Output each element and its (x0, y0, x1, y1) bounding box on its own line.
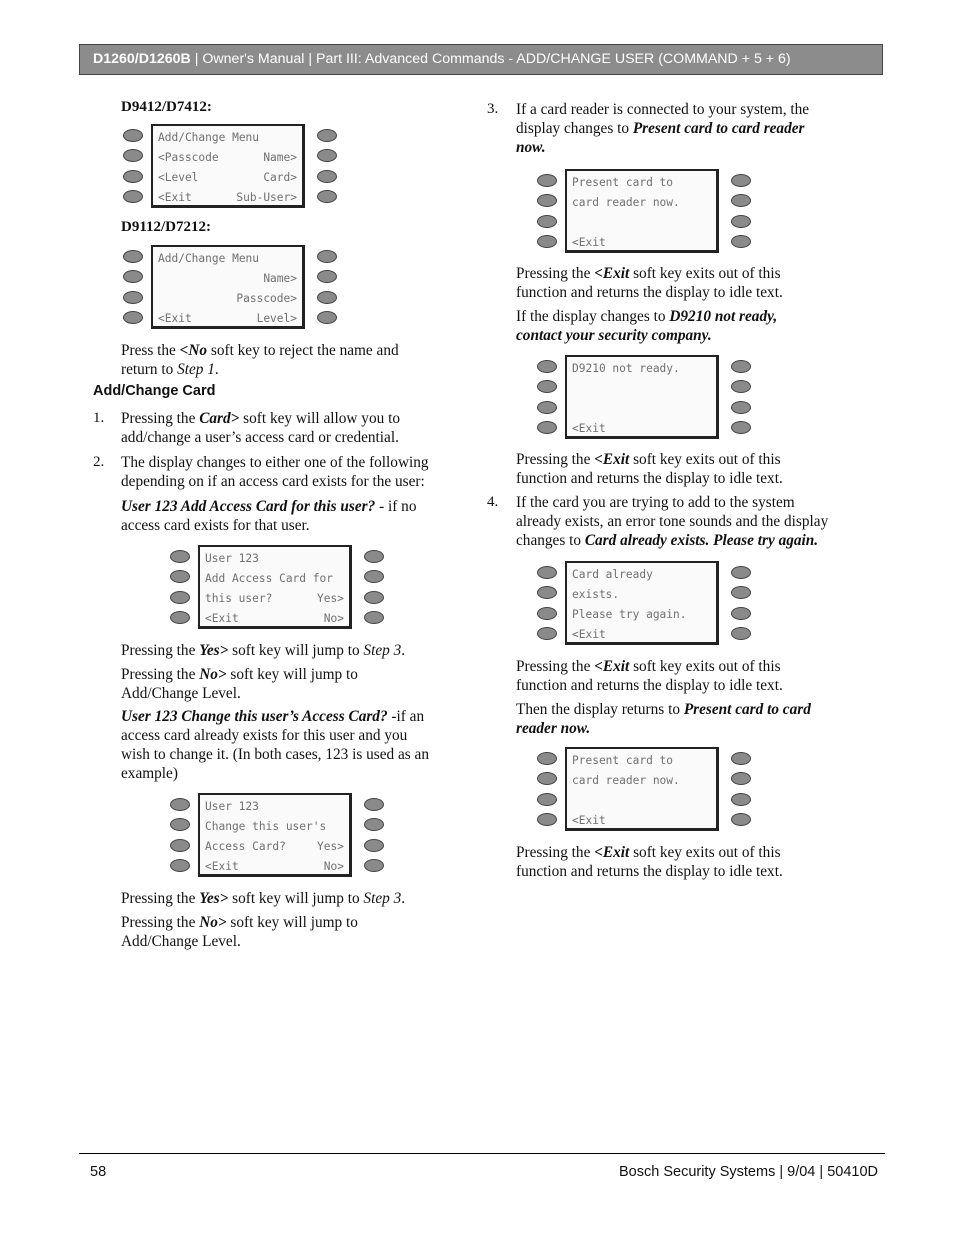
lcd-right-text: Yes> (317, 840, 344, 853)
lcd-line (158, 188, 297, 208)
lcd-left-text: <Exit (572, 814, 606, 827)
lcd-line (158, 148, 297, 168)
lcd-line (205, 549, 344, 569)
lcd-line (572, 359, 711, 379)
lcd-line (158, 269, 297, 289)
soft-key-button[interactable] (123, 170, 143, 183)
soft-key-button[interactable] (364, 818, 384, 831)
lcd-left-text: card reader now. (572, 196, 680, 209)
header-title: | Owner's Manual | Part III: Advanced Commands - ADD/CHANGE USER (COMMAND + 5 + 6) (190, 51, 791, 67)
lcd-screen (151, 124, 305, 208)
lcd-right-text: Card> (263, 171, 297, 184)
lcd-left-text: <Exit (205, 860, 239, 873)
soft-key-button[interactable] (123, 190, 143, 203)
keypad-display (535, 355, 757, 443)
lcd-line (572, 173, 711, 193)
yes-text: Pressing the Yes> soft key will jump to Step 3. (121, 890, 406, 907)
soft-key-button[interactable] (317, 291, 337, 304)
soft-key-button[interactable] (537, 793, 557, 806)
lcd-screen (565, 169, 719, 253)
lcd-line (572, 399, 711, 419)
soft-key-button[interactable] (123, 270, 143, 283)
soft-key-button[interactable] (537, 380, 557, 393)
soft-key-button[interactable] (537, 215, 557, 228)
lcd-right-text: Name> (263, 272, 297, 285)
lcd-screen (565, 561, 719, 645)
lcd-right-text: Sub-User> (236, 191, 297, 204)
lcd-left-text: <Exit (205, 612, 239, 625)
lcd-line (205, 609, 344, 629)
lcd-line (205, 797, 344, 817)
lcd-line (205, 837, 344, 857)
lcd-line (572, 233, 711, 253)
soft-key-button[interactable] (731, 566, 751, 579)
lcd-left-text: D9210 not ready. (572, 362, 680, 375)
soft-key-button[interactable] (731, 752, 751, 765)
soft-key-button[interactable] (537, 607, 557, 620)
lcd-left-text: Card already (572, 568, 653, 581)
lcd-right-text: Passcode> (236, 292, 297, 305)
soft-key-button[interactable] (537, 586, 557, 599)
step-number: 3. (487, 101, 499, 117)
lcd-right-text: Name> (263, 151, 297, 164)
lcd-line (572, 625, 711, 645)
lcd-left-text: User 123 (205, 800, 259, 813)
soft-key-button[interactable] (537, 421, 557, 434)
header-model: D1260/D1260B (93, 51, 191, 67)
lcd-screen (198, 545, 352, 629)
soft-key-button[interactable] (731, 813, 751, 826)
lcd-line (572, 791, 711, 811)
exit-text: Pressing the <Exit soft key exits out of this function and returns the display to idle text. (516, 844, 783, 880)
label-d9112: D9112/D7212: (121, 219, 211, 235)
soft-key-button[interactable] (731, 194, 751, 207)
soft-key-button[interactable] (731, 421, 751, 434)
soft-key-button[interactable] (537, 235, 557, 248)
lcd-left-text: Present card to (572, 176, 674, 189)
soft-key-button[interactable] (123, 311, 143, 324)
lcd-left-text: Add/Change Menu (158, 252, 260, 265)
soft-key-button[interactable] (537, 566, 557, 579)
yes-text: Pressing the Yes> soft key will jump to Step 3. (121, 642, 406, 659)
soft-key-button[interactable] (123, 129, 143, 142)
keypad-display (121, 245, 343, 333)
lcd-left-text: Add/Change Menu (158, 131, 260, 144)
lcd-left-text: Change this user's (205, 820, 327, 833)
soft-key-button[interactable] (537, 174, 557, 187)
no-text: Pressing the No> soft key will jump to Add/Change Level. (121, 666, 358, 702)
step-2-text: The display changes to either one of the following depending on if an access card exists for the user: (121, 454, 429, 490)
soft-key-button[interactable] (317, 129, 337, 142)
not-ready-text: If the display changes to D9210 not ready, contact your security company. (516, 308, 778, 344)
soft-key-button[interactable] (170, 611, 190, 624)
lcd-left-text: <Exit (158, 191, 192, 204)
soft-key-button[interactable] (170, 859, 190, 872)
soft-key-button[interactable] (364, 859, 384, 872)
soft-key-button[interactable] (123, 149, 143, 162)
lcd-line (205, 857, 344, 877)
lcd-line (572, 605, 711, 625)
lcd-screen (565, 355, 719, 439)
step-3-text: If a card reader is connected to your system, the display changes to Present card to card reader now. (516, 101, 810, 156)
soft-key-button[interactable] (317, 270, 337, 283)
soft-key-button[interactable] (317, 311, 337, 324)
keypad-display (535, 169, 757, 257)
soft-key-button[interactable] (317, 149, 337, 162)
lcd-right-text: Yes> (317, 592, 344, 605)
soft-key-button[interactable] (170, 550, 190, 563)
step-1-text: Pressing the Card> soft key will allow you to add/change a user’s access card or credential. (121, 410, 400, 446)
soft-key-button[interactable] (537, 752, 557, 765)
lcd-line (158, 289, 297, 309)
lcd-left-text: User 123 (205, 552, 259, 565)
lcd-line (572, 379, 711, 399)
lcd-left-text: <Exit (158, 312, 192, 325)
soft-key-button[interactable] (170, 818, 190, 831)
step-4-text: If the card you are trying to add to the system already exists, an error tone sounds and the display changes to Card already exists. Please try again. (516, 494, 829, 549)
soft-key-button[interactable] (731, 793, 751, 806)
lcd-left-text: <Level (158, 171, 199, 184)
soft-key-button[interactable] (364, 839, 384, 852)
soft-key-button[interactable] (537, 813, 557, 826)
lcd-right-text: No> (323, 612, 344, 625)
running-header (79, 44, 883, 75)
soft-key-button[interactable] (170, 591, 190, 604)
lcd-line (572, 193, 711, 213)
lcd-right-text: No> (323, 860, 344, 873)
step-number: 1. (93, 410, 105, 426)
soft-key-button[interactable] (317, 190, 337, 203)
label-d9412: D9412/D7412: (121, 99, 212, 115)
lcd-screen (565, 747, 719, 831)
soft-key-button[interactable] (170, 839, 190, 852)
soft-key-button[interactable] (170, 570, 190, 583)
soft-key-button[interactable] (537, 401, 557, 414)
keypad-display (121, 124, 343, 212)
soft-key-button[interactable] (731, 607, 751, 620)
exit-text: Pressing the <Exit soft key exits out of this function and returns the display to idle text. (516, 658, 783, 694)
lcd-line (572, 419, 711, 439)
lcd-line (572, 585, 711, 605)
keypad-display (168, 793, 390, 881)
soft-key-button[interactable] (731, 401, 751, 414)
lcd-screen (151, 245, 305, 329)
exit-text: Pressing the <Exit soft key exits out of this function and returns the display to idle text. (516, 451, 783, 487)
lcd-line (572, 565, 711, 585)
footer-publisher: Bosch Security Systems | 9/04 | 50410D (619, 1164, 878, 1180)
soft-key-button[interactable] (731, 772, 751, 785)
lcd-left-text: <Exit (572, 422, 606, 435)
soft-key-button[interactable] (170, 798, 190, 811)
lcd-left-text: this user? (205, 592, 273, 605)
soft-key-button[interactable] (123, 250, 143, 263)
soft-key-button[interactable] (731, 174, 751, 187)
lcd-line (205, 569, 344, 589)
section-title: Add/Change Card (93, 383, 216, 399)
lcd-line (158, 309, 297, 329)
soft-key-button[interactable] (123, 291, 143, 304)
lcd-left-text: <Exit (572, 628, 606, 641)
soft-key-button[interactable] (317, 250, 337, 263)
lcd-left-text: exists. (572, 588, 620, 601)
lcd-right-text: Level> (256, 312, 297, 325)
lcd-line (205, 817, 344, 837)
lcd-left-text: <Passcode (158, 151, 219, 164)
lcd-line (158, 168, 297, 188)
case-change-card: User 123 Change this user’s Access Card? -if an access card already exists for this user and you wish to change it. (In both cases, 123 is used as an example) (121, 708, 429, 782)
soft-key-button[interactable] (537, 772, 557, 785)
soft-key-button[interactable] (731, 235, 751, 248)
lcd-line (572, 771, 711, 791)
soft-key-button[interactable] (364, 570, 384, 583)
lcd-left-text: <Exit (572, 236, 606, 249)
lcd-left-text: Access Card? (205, 840, 286, 853)
soft-key-button[interactable] (731, 627, 751, 640)
soft-key-button[interactable] (537, 194, 557, 207)
lcd-line (158, 249, 297, 269)
lcd-left-text: Please try again. (572, 608, 687, 621)
lcd-line (205, 589, 344, 609)
soft-key-button[interactable] (537, 627, 557, 640)
lcd-line (572, 751, 711, 771)
keypad-display (535, 561, 757, 649)
lcd-left-text: Add Access Card for (205, 572, 333, 585)
exit-text: Pressing the <Exit soft key exits out of this function and returns the display to idle text. (516, 265, 783, 301)
soft-key-button[interactable] (731, 215, 751, 228)
soft-key-button[interactable] (364, 591, 384, 604)
no-text: Pressing the No> soft key will jump to Add/Change Level. (121, 914, 358, 950)
returns-text: Then the display returns to Present card to card reader now. (516, 701, 811, 737)
step-number: 4. (487, 494, 499, 510)
lcd-left-text: Present card to (572, 754, 674, 767)
step-number: 2. (93, 454, 105, 470)
lcd-left-text: card reader now. (572, 774, 680, 787)
keypad-display (168, 545, 390, 633)
press-no-text: Press the <No soft key to reject the name and return to Step 1. (121, 342, 399, 378)
lcd-line (158, 128, 297, 148)
soft-key-button[interactable] (731, 586, 751, 599)
soft-key-button[interactable] (364, 611, 384, 624)
soft-key-button[interactable] (364, 550, 384, 563)
soft-key-button[interactable] (317, 170, 337, 183)
soft-key-button[interactable] (731, 360, 751, 373)
footer-rule (79, 1153, 885, 1154)
soft-key-button[interactable] (537, 360, 557, 373)
lcd-line (572, 213, 711, 233)
soft-key-button[interactable] (731, 380, 751, 393)
keypad-display (535, 747, 757, 835)
page-number: 58 (90, 1164, 107, 1180)
soft-key-button[interactable] (364, 798, 384, 811)
lcd-screen (198, 793, 352, 877)
case-add-card: User 123 Add Access Card for this user? - if no access card exists for that user. (121, 498, 417, 534)
lcd-line (572, 811, 711, 831)
